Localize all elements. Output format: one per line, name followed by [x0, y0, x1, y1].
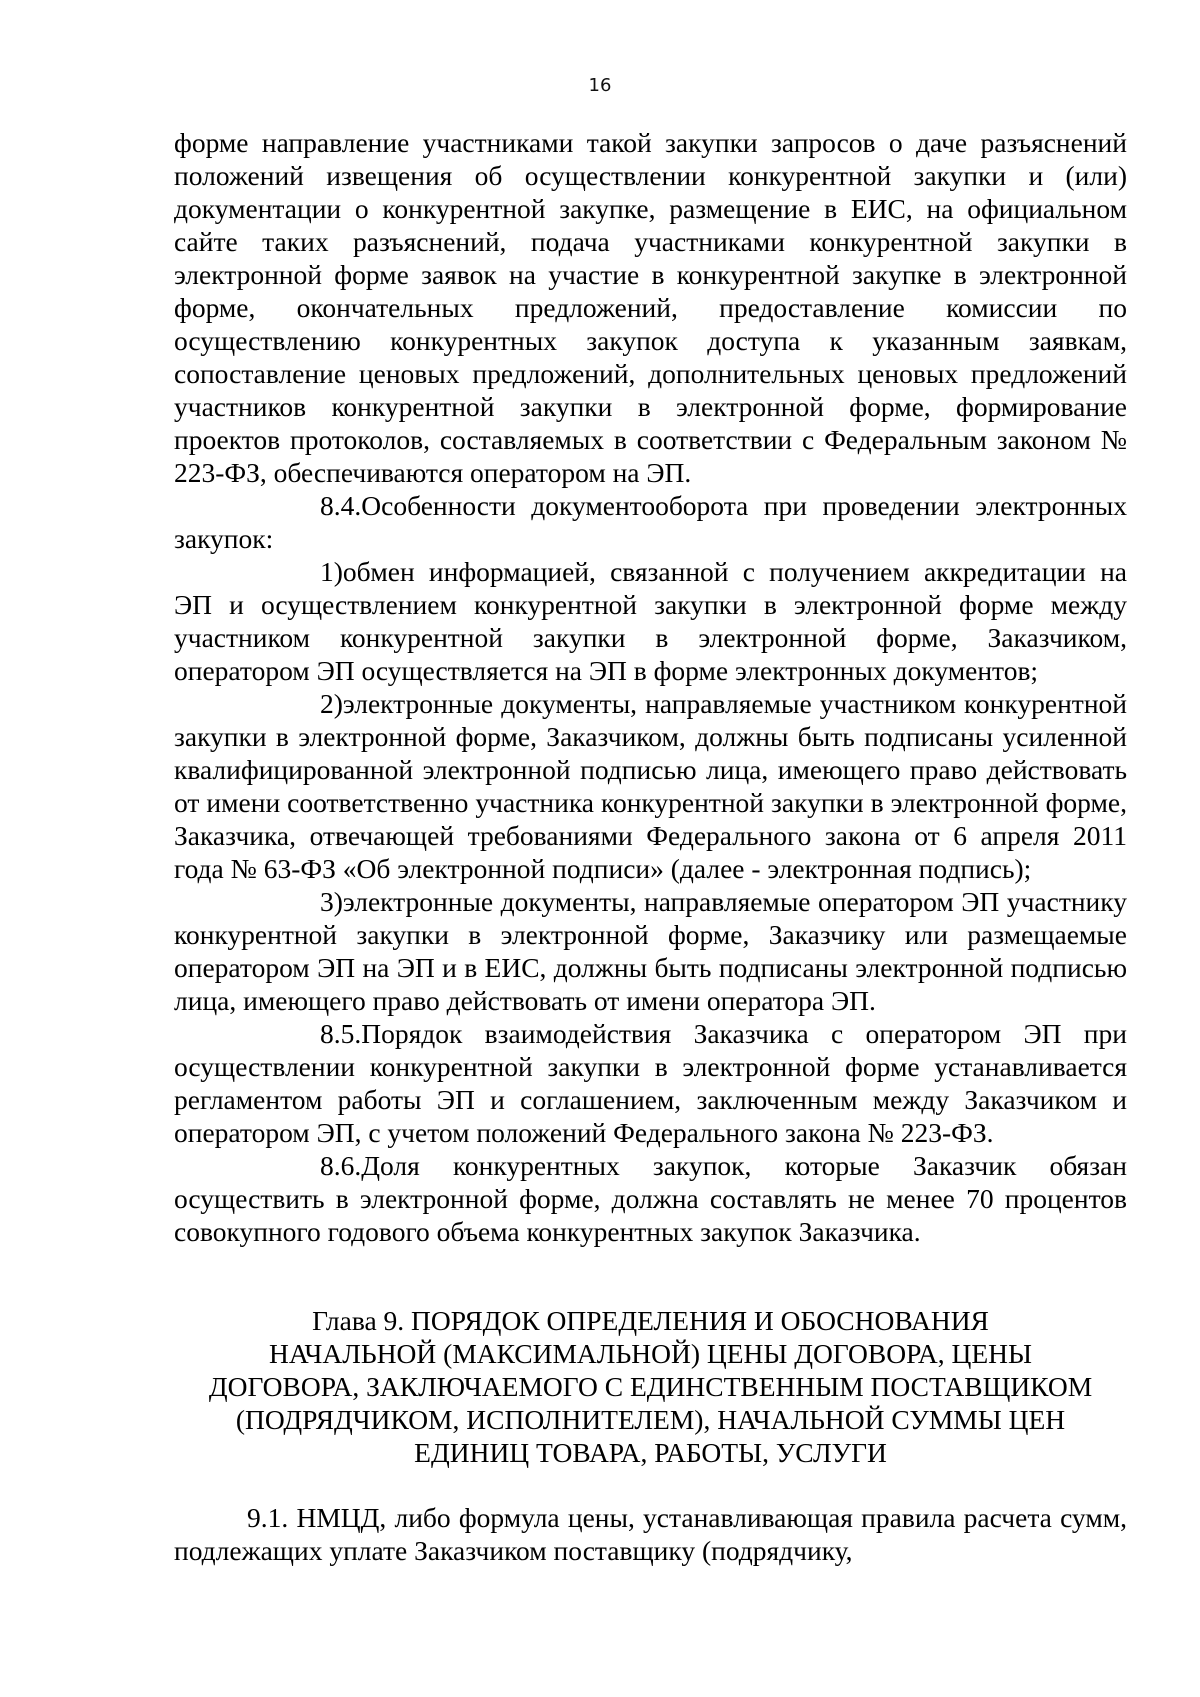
heading-line: ЕДИНИЦ ТОВАРА, РАБОТЫ, УСЛУГИ — [414, 1437, 887, 1468]
heading-line: (ПОДРЯДЧИКОМ, ИСПОЛНИТЕЛЕМ), НАЧАЛЬНОЙ СУММЫ ЦЕН — [235, 1404, 1066, 1435]
paragraph-text: Порядок взаимодействия Заказчика с оператором ЭП при осуществлении конкурентной закупки в электронной форме устанавливается регламентом работы ЭП и соглашением, заключенным между Заказчиком и оператором ЭП, с учетом положений Федерального закона № 223-ФЗ. — [174, 1018, 1127, 1148]
paragraph-text: Особенности документооборота при проведении электронных закупок: — [174, 490, 1127, 554]
list-item-2 — [174, 687, 1127, 885]
paragraph-continuation — [174, 126, 1127, 489]
list-number: 1) — [320, 556, 343, 587]
chapter-9-body — [174, 1501, 1127, 1567]
list-item-3 — [174, 885, 1127, 1017]
list-number: 3) — [320, 886, 343, 917]
paragraph-8-5 — [174, 1017, 1127, 1149]
heading-line: ДОГОВОРА, ЗАКЛЮЧАЕМОГО С ЕДИНСТВЕННЫМ ПОСТАВЩИКОМ — [208, 1371, 1093, 1402]
heading-line: Глава 9. ПОРЯДОК ОПРЕДЕЛЕНИЯ И ОБОСНОВАНИЯ — [312, 1305, 989, 1336]
list-text: электронные документы, направляемые оператором ЭП участнику конкурентной закупки в электронной форме, Заказчику или размещаемые оператором ЭП на ЭП и в ЕИС, должны быть подписаны электронной подписью лица, имеющего право действовать от имени оператора ЭП. — [174, 886, 1127, 1016]
paragraph-8-6 — [174, 1149, 1127, 1248]
list-item-1 — [174, 555, 1127, 687]
paragraph-text: Доля конкурентных закупок, которые Заказчик обязан осуществить в электронной форме, должна составлять не менее 70 процентов совокупного годового объема конкурентных закупок Заказчика. — [174, 1150, 1127, 1247]
chapter-8-body — [174, 126, 1127, 1248]
page-number: 16 — [588, 75, 612, 96]
paragraph-text: форме направление участниками такой закупки запросов о даче разъяснений положений извещения об осуществлении конкурентной закупки и (или) документации о конкурентной закупке, размещение в ЕИС, на официальном сайте таких разъяснений, подача участниками конкурентной закупки в электронной форме заявок на участие в конкурентной закупке в электронной форме, окончательных предложений, предоставление комиссии по осуществлению конкурентных закупок доступа к указанным заявкам, сопоставление ценовых предложений, дополнительных ценовых предложений участников конкурентной закупки в электронной форме, формирование проектов протоколов, составляемых в соответствии с Федеральным законом № 223-ФЗ, обеспечиваются оператором на ЭП. — [174, 127, 1127, 488]
paragraph-9-1: 9.1. НМЦД, либо формула цены, устанавливающая правила расчета сумм, подлежащих уплате Заказчиком поставщику (подрядчику, — [174, 1502, 1127, 1566]
heading-line: НАЧАЛЬНОЙ (МАКСИМАЛЬНОЙ) ЦЕНЫ ДОГОВОРА, ЦЕНЫ — [268, 1338, 1033, 1369]
paragraph-number: 8.6. — [320, 1150, 362, 1181]
list-text: электронные документы, направляемые участником конкурентной закупки в электронной форме, Заказчиком, должны быть подписаны усиленной квалифицированной электронной подписью лица, имеющего право действовать от имени соответственно участника конкурентной закупки в электронной форме, Заказчика, отвечающей требованиями Федерального закона от 6 апреля 2011 года № 63-ФЗ «Об электронной подписи» (далее - электронная подпись); — [174, 688, 1127, 884]
list-text: обмен информацией, связанной с получением аккредитации на ЭП и осуществлением конкурентной закупки в электронной форме между участником конкурентной закупки в электронной форме, Заказчиком, оператором ЭП осуществляется на ЭП в форме электронных документов; — [174, 556, 1127, 686]
paragraph-8-4 — [174, 489, 1127, 555]
paragraph-number: 8.5. — [320, 1018, 362, 1049]
chapter-9-heading — [174, 1304, 1127, 1469]
list-number: 2) — [320, 688, 343, 719]
paragraph-number: 8.4. — [320, 490, 362, 521]
